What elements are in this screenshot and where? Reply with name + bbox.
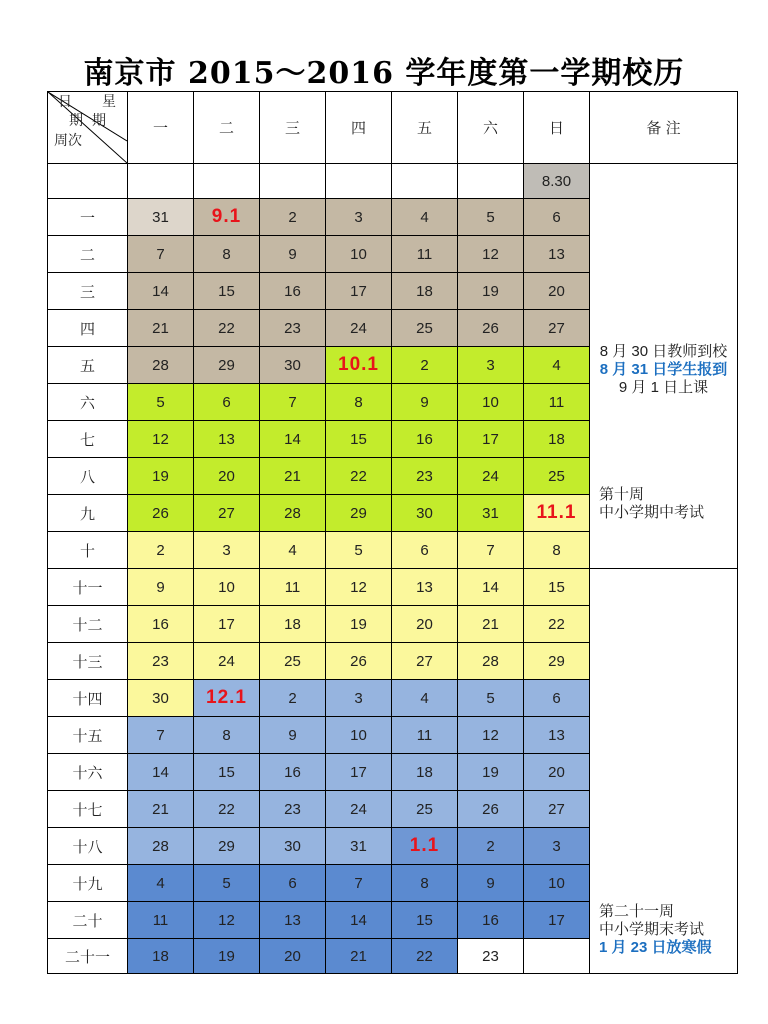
date-cell: 25 — [392, 310, 458, 347]
date-cell: 18 — [392, 754, 458, 791]
date-cell: 11 — [128, 902, 194, 939]
date-cell: 24 — [194, 643, 260, 680]
date-cell: 9 — [392, 384, 458, 421]
date-cell: 25 — [524, 458, 590, 495]
date-cell: 16 — [458, 902, 524, 939]
date-cell: 15 — [194, 273, 260, 310]
date-cell: 8 — [326, 384, 392, 421]
date-cell: 8 — [392, 865, 458, 902]
notes-cell-lower — [590, 569, 738, 974]
date-cell: 30 — [260, 347, 326, 384]
date-cell: 11 — [260, 569, 326, 606]
date-cell: 2 — [128, 532, 194, 569]
date-cell: 20 — [524, 754, 590, 791]
date-cell: 26 — [458, 791, 524, 828]
date-cell: 13 — [392, 569, 458, 606]
date-cell: 5 — [194, 865, 260, 902]
date-cell: 19 — [194, 939, 260, 974]
date-cell: 12 — [128, 421, 194, 458]
week-number-cell: 八 — [48, 458, 128, 495]
date-cell: 10 — [194, 569, 260, 606]
date-cell: 7 — [326, 865, 392, 902]
date-cell: 23 — [260, 310, 326, 347]
corner-date-label: 日 — [58, 94, 72, 110]
date-cell: 24 — [458, 458, 524, 495]
week-number-cell: 十九 — [48, 865, 128, 902]
date-cell: 16 — [260, 754, 326, 791]
date-cell: 22 — [194, 310, 260, 347]
month-start-date-cell: 1.1 — [392, 828, 458, 865]
date-cell: 17 — [458, 421, 524, 458]
date-cell: 11 — [392, 717, 458, 754]
date-cell: 31 — [128, 199, 194, 236]
date-cell: 8.30 — [524, 164, 590, 199]
date-cell: 27 — [524, 310, 590, 347]
day-header-sun: 日 — [524, 92, 590, 164]
month-start-date-cell: 11.1 — [524, 495, 590, 532]
date-cell: 22 — [392, 939, 458, 974]
date-cell: 13 — [194, 421, 260, 458]
date-cell: 9 — [260, 717, 326, 754]
date-cell: 6 — [524, 199, 590, 236]
date-cell: 3 — [194, 532, 260, 569]
date-cell: 28 — [458, 643, 524, 680]
date-cell: 3 — [326, 680, 392, 717]
week-number-cell: 十三 — [48, 643, 128, 680]
date-cell: 30 — [128, 680, 194, 717]
date-cell: 27 — [194, 495, 260, 532]
corner-header-cell — [48, 92, 128, 164]
week-row — [48, 164, 738, 199]
week-number-cell: 四 — [48, 310, 128, 347]
week-number-cell: 十二 — [48, 606, 128, 643]
note-students-register: 8 月 31 日学生报到 — [599, 361, 728, 378]
date-cell: 20 — [392, 606, 458, 643]
date-cell: 13 — [524, 236, 590, 273]
school-calendar-table — [47, 91, 738, 974]
week-number-cell: 一 — [48, 199, 128, 236]
date-cell: 3 — [458, 347, 524, 384]
date-cell: 22 — [524, 606, 590, 643]
date-cell: 11 — [392, 236, 458, 273]
date-cell: 14 — [326, 902, 392, 939]
week-number-cell: 二 — [48, 236, 128, 273]
day-header-sat: 六 — [458, 92, 524, 164]
date-cell: 7 — [458, 532, 524, 569]
page-title: 南京市 2015～2016 学年度第一学期校历 — [83, 56, 685, 91]
date-cell: 15 — [392, 902, 458, 939]
date-cell: 20 — [524, 273, 590, 310]
day-header-tue: 二 — [194, 92, 260, 164]
note-final-exam: 中小学期末考试 — [599, 921, 705, 938]
date-cell: 17 — [194, 606, 260, 643]
corner-period-label-1: 期 — [69, 113, 83, 129]
note-week-twenty-one: 第二十一周 — [599, 903, 675, 920]
corner-period-label-2: 期 — [92, 113, 106, 129]
date-cell: 4 — [392, 199, 458, 236]
note-winter-break: 1 月 23 日放寒假 — [599, 939, 712, 956]
date-cell: 15 — [194, 754, 260, 791]
date-cell: 21 — [128, 310, 194, 347]
date-cell: 26 — [128, 495, 194, 532]
date-cell: 10 — [458, 384, 524, 421]
note-week-ten: 第十周 — [599, 486, 645, 503]
date-cell: 15 — [326, 421, 392, 458]
date-cell: 5 — [458, 680, 524, 717]
date-cell: 7 — [260, 384, 326, 421]
week-number-cell: 五 — [48, 347, 128, 384]
date-cell: 26 — [458, 310, 524, 347]
date-cell: 4 — [128, 865, 194, 902]
day-header-mon: 一 — [128, 92, 194, 164]
date-cell — [194, 164, 260, 199]
date-cell: 14 — [260, 421, 326, 458]
date-cell: 3 — [524, 828, 590, 865]
date-cell: 27 — [392, 643, 458, 680]
date-cell: 6 — [392, 532, 458, 569]
date-cell: 2 — [260, 199, 326, 236]
date-cell: 23 — [128, 643, 194, 680]
date-cell: 20 — [194, 458, 260, 495]
date-cell: 20 — [260, 939, 326, 974]
date-cell: 14 — [458, 569, 524, 606]
date-cell: 28 — [128, 347, 194, 384]
date-cell: 10 — [326, 717, 392, 754]
week-number-cell: 十四 — [48, 680, 128, 717]
date-cell: 13 — [260, 902, 326, 939]
date-cell: 29 — [326, 495, 392, 532]
date-cell: 29 — [194, 828, 260, 865]
date-cell: 31 — [458, 495, 524, 532]
date-cell: 18 — [392, 273, 458, 310]
week-number-cell: 十一 — [48, 569, 128, 606]
week-number-cell: 十 — [48, 532, 128, 569]
date-cell: 15 — [524, 569, 590, 606]
notes-header: 备 注 — [590, 92, 738, 164]
date-cell — [524, 939, 590, 974]
date-cell: 5 — [128, 384, 194, 421]
date-cell: 9 — [260, 236, 326, 273]
date-cell — [260, 164, 326, 199]
date-cell: 21 — [128, 791, 194, 828]
note-classes-begin: 9 月 1 日上课 — [618, 379, 709, 396]
week-row — [48, 569, 738, 606]
month-start-date-cell: 9.1 — [194, 199, 260, 236]
date-cell: 28 — [260, 495, 326, 532]
header-row — [48, 92, 738, 164]
month-start-date-cell: 12.1 — [194, 680, 260, 717]
date-cell: 31 — [326, 828, 392, 865]
date-cell: 6 — [194, 384, 260, 421]
week-number-cell: 三 — [48, 273, 128, 310]
date-cell: 8 — [194, 717, 260, 754]
week-number-cell: 十七 — [48, 791, 128, 828]
date-cell: 18 — [524, 421, 590, 458]
date-cell: 25 — [392, 791, 458, 828]
date-cell: 14 — [128, 273, 194, 310]
date-cell: 2 — [458, 828, 524, 865]
date-cell: 19 — [326, 606, 392, 643]
date-cell: 26 — [326, 643, 392, 680]
date-cell: 11 — [524, 384, 590, 421]
date-cell: 5 — [326, 532, 392, 569]
date-cell: 27 — [524, 791, 590, 828]
date-cell: 22 — [326, 458, 392, 495]
date-cell: 23 — [392, 458, 458, 495]
date-cell: 6 — [260, 865, 326, 902]
date-cell: 9 — [458, 865, 524, 902]
date-cell: 2 — [392, 347, 458, 384]
date-cell: 14 — [128, 754, 194, 791]
note-teachers-arrive: 8 月 30 日教师到校 — [599, 343, 728, 360]
date-cell: 8 — [194, 236, 260, 273]
date-cell: 10 — [524, 865, 590, 902]
date-cell: 30 — [392, 495, 458, 532]
date-cell: 5 — [458, 199, 524, 236]
date-cell: 4 — [524, 347, 590, 384]
date-cell — [458, 164, 524, 199]
date-cell: 21 — [458, 606, 524, 643]
date-cell: 19 — [458, 754, 524, 791]
week-number-cell: 十八 — [48, 828, 128, 865]
date-cell: 7 — [128, 717, 194, 754]
date-cell — [326, 164, 392, 199]
date-cell: 13 — [524, 717, 590, 754]
date-cell: 23 — [260, 791, 326, 828]
date-cell: 12 — [458, 236, 524, 273]
date-cell: 23 — [458, 939, 524, 974]
corner-weekday-label: 星 — [102, 94, 116, 110]
date-cell: 16 — [128, 606, 194, 643]
week-number-cell — [48, 164, 128, 199]
date-cell: 4 — [260, 532, 326, 569]
date-cell: 24 — [326, 310, 392, 347]
week-number-cell: 九 — [48, 495, 128, 532]
date-cell: 2 — [260, 680, 326, 717]
date-cell — [392, 164, 458, 199]
week-number-cell: 七 — [48, 421, 128, 458]
week-number-cell: 二十 — [48, 902, 128, 939]
date-cell: 19 — [458, 273, 524, 310]
date-cell: 22 — [194, 791, 260, 828]
date-cell: 24 — [326, 791, 392, 828]
date-cell: 16 — [392, 421, 458, 458]
date-cell: 9 — [128, 569, 194, 606]
date-cell: 16 — [260, 273, 326, 310]
date-cell: 6 — [524, 680, 590, 717]
date-cell: 12 — [458, 717, 524, 754]
date-cell: 29 — [524, 643, 590, 680]
date-cell: 28 — [128, 828, 194, 865]
date-cell: 12 — [194, 902, 260, 939]
day-header-fri: 五 — [392, 92, 458, 164]
date-cell: 25 — [260, 643, 326, 680]
date-cell: 29 — [194, 347, 260, 384]
date-cell: 21 — [326, 939, 392, 974]
note-midterm-exam: 中小学期中考试 — [599, 504, 705, 521]
date-cell: 17 — [326, 273, 392, 310]
date-cell: 21 — [260, 458, 326, 495]
date-cell: 7 — [128, 236, 194, 273]
date-cell: 18 — [260, 606, 326, 643]
date-cell: 4 — [392, 680, 458, 717]
date-cell: 18 — [128, 939, 194, 974]
date-cell: 12 — [326, 569, 392, 606]
day-header-wed: 三 — [260, 92, 326, 164]
date-cell: 8 — [524, 532, 590, 569]
date-cell: 19 — [128, 458, 194, 495]
date-cell: 3 — [326, 199, 392, 236]
week-number-cell: 十六 — [48, 754, 128, 791]
notes-cell-upper — [590, 164, 738, 569]
week-number-cell: 六 — [48, 384, 128, 421]
corner-week-number-label: 周次 — [54, 133, 82, 149]
date-cell: 30 — [260, 828, 326, 865]
date-cell: 17 — [326, 754, 392, 791]
day-header-thu: 四 — [326, 92, 392, 164]
date-cell: 10 — [326, 236, 392, 273]
date-cell — [128, 164, 194, 199]
week-number-cell: 十五 — [48, 717, 128, 754]
date-cell: 17 — [524, 902, 590, 939]
week-number-cell: 二十一 — [48, 939, 128, 974]
month-start-date-cell: 10.1 — [326, 347, 392, 384]
